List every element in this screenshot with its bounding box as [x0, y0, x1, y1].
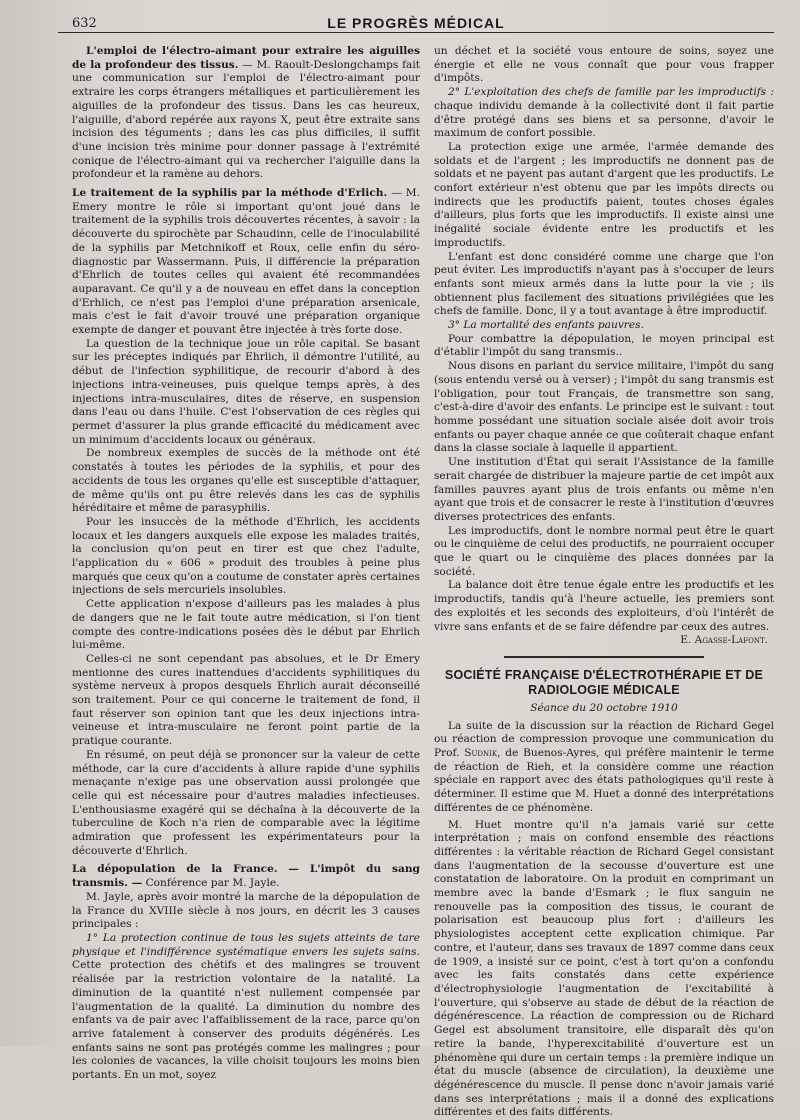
paragraph-heading: 3° La mortalité des enfants pauvres. — [447, 319, 644, 332]
paragraph: Pour les insuccès de la méthode d'Ehrlich, les accidents locaux et les dangers auxquels elle expose les malades traités, la conclusion qu'on peut en tirer est que chez l'adulte, l'application du « 606 » produit des troubles à peine plus marqués que ceux qu'on a coutume de constater après certaines injections de sels mercuriels insolubles. — [72, 515, 420, 597]
paragraph-text: — M. Emery montre le rôle si important qu'ont joué dans le traitement de la syphilis trois découvertes récentes, à savoir : la découverte du spirochète par Schaudinn, celle de l'inoculabilité de la syphilis par Metchnikoff et Roux, celle enfin du séro-diagnostic par Wassermann. Puis, il différencie la préparation d'Ehrlich de toutes celles qui avaient été recommandées auparavant. Ce qu'il y a de nouveau en effet dans la conception d'Erhlich, ce n'est pas l'emploi d'une préparation arsenicale, mais c'est le fait d'avoir trouvé une préparation organique exempte de danger et pouvant être injectée à très forte dose. — [72, 187, 420, 337]
paragraph: Nous disons en parlant du service militaire, l'impôt du sang (sous entendu versé ou à verser) ; l'impôt du sang transmis est l'obligation, pour tout Français, de transmettre son sang, c'est-à-dire d'avoir des enfants. Le principe est le suivant : tout homme possédant une situation sociale aisée doit avoir trois enfants ou payer chaque année ce que coûterait chaque enfant dans la classe sociale à laquelle il appartient. — [433, 360, 774, 455]
paragraph-text: Cette protection des chétifs et des malingres se trouvent réalisée par la restriction volontaire de la natalité. La diminution de la quantité n'est nullement compensée par l'augmentation de la qualité. La diminution du nombre des enfants va de pair avec l'affaiblissement de la race, parce qu'on arrive fatalement à conserver des produits dégénérés. Les enfants sains ne sont pas protégés comme les malingres ; pour les colonies de vacances, la ville choisit toujours les moins bien portants. En un mot, soyez — [72, 959, 420, 1082]
paragraph: Les improductifs, dont le nombre normal peut être le quart ou le cinquième de celui des productifs, ne pourraient occuper que le quart ou le cinquième des places données par la société. — [433, 524, 774, 578]
section-divider — [504, 656, 704, 658]
paragraph — [72, 863, 420, 890]
paragraph: La protection exige une armée, l'armée demande des soldats et de l'argent ; les improductifs ne donnent pas de soldats et ne payent pas autant d'argent que les productifs. Le confort extérieur n'est obtenu que par les impôts directs ou indirects que les productifs paient, toutes choses égales d'ailleurs, plus forts que les improductifs. Il existe ainsi une inégalité sociale évidente entre les productifs et les improductifs. — [433, 140, 774, 249]
paragraph: Celles-ci ne sont cependant pas absolues, et le Dr Emery mentionne des cures inattendues d'accidents syphilitiques du système nerveux à propos desquels Ehrlich aurait déconseillé son traitement. Pour ce qui concerne le traitement de fond, il faut réserver son opinion tant que les deux injections intra-veineuse et intra-musculaire ne feront point partie de la pratique courante. — [72, 652, 420, 748]
paragraph — [72, 187, 420, 338]
paragraph: Pour combattre la dépopulation, le moyen principal est d'établir l'impôt du sang transmis.. — [433, 332, 774, 359]
paragraph: La question de la technique joue un rôle capital. Se basant sur les préceptes indiqués par Ehrlich, il démontre l'utilité, au début de l'infection syphilitique, de recourir d'abord à des injections intra-veineuses, puis quelque temps après, à des injections intra-musculaires, dites de réserve, en suspension dans l'eau ou dans l'huile. C'est l'observation de ces règles qui permet d'assurer la plus grande efficacité du médicament avec un minimum d'accidents locaux ou généraux. — [72, 337, 420, 446]
paragraph: Une institution d'État qui serait l'Assistance de la famille serait chargée de distribuer la majeure partie de cet impôt aux familles pauvres ayant plus de trois enfants ou même n'en ayant que trois et de consacrer le reste à l'institution d'œuvres diverses protectrices des enfants. — [433, 456, 774, 523]
paragraph-heading: 2° L'exploitation des chefs de famille par les improductifs : — [447, 86, 774, 99]
paragraph: un déchet et la société vous entoure de soins, soyez une énergie et elle ne vous connaît que pour vous frapper d'impôts. — [433, 45, 774, 85]
author-signature: E. Agasse-Lafont. — [680, 634, 768, 647]
paragraph-text: , de Buenos-Ayres, qui préfère maintenir le terme de réaction de Rieh, et la considère comme une réaction spéciale en rapport avec des états pathologiques qu'il reste à déterminer. Il estime que M. Huet a donné des interprétations différentes de ce phénomène. — [433, 747, 774, 814]
paragraph — [434, 319, 774, 333]
journal-title: LE PROGRÈS MÉDICAL — [327, 15, 505, 31]
paragraph — [434, 720, 774, 816]
section-title: SOCIÉTÉ FRANÇAISE D'ÉLECTROTHÉRAPIE ET DE RADIOLOGIE MÉDICALE — [444, 667, 764, 697]
paragraph: La balance doit être tenue égale entre les productifs et les improductifs, tandis qu'à l'heure actuelle, les premiers sont des exploités et les seconds des exploiteurs, d'où l'intérêt de vivre sans enfants et de se faire défendre par ceux des autres. — [433, 579, 774, 633]
session-date: Séance du 20 octobre 1910 — [530, 701, 678, 714]
paragraph — [434, 86, 774, 141]
paragraph-text: chaque individu demande à la collectivité dont il fait partie d'être protégé dans ses biens et sa personne, d'avoir le maximum de confort possible. — [433, 99, 774, 140]
paragraph-heading: L'emploi de l'électro-aimant pour extraire les aiguilles de la profondeur des tissus. — [72, 45, 420, 71]
paragraph: En résumé, on peut déjà se prononcer sur la valeur de cette méthode, car la cure d'accidents à allure rapide d'une syphilis menaçante n'exige pas une observation aussi prolongée que celle qui est nécessaire pour d'autres maladies infectieuses. L'enthousiasme exagéré qui se déchaîna à la découverte de la tuberculine de Koch n'a rien de comparable avec la légitime admiration que professent les expérimentateurs pour la découverte d'Ehrlich. — [72, 748, 420, 857]
paragraph — [72, 45, 420, 182]
paragraph-heading: 1° La protection continue de tous les sujets atteints de tare physique et l'indifférence systématique envers les sujets sains. — [72, 932, 420, 958]
paragraph-heading: La dépopulation de la France. — L'impôt du sang transmis. — — [72, 863, 420, 890]
paragraph-text: La suite de la discussion sur la réaction de Richard Gegel ou réaction de compression provoque une communication du Prof. — [433, 719, 774, 760]
paragraph: M. Huet montre qu'il n'a jamais varié sur cette interprétation ; mais on confond ensemble des réactions différentes : la véritable réaction de Richard Gegel consistant dans l'augmentation de la secousse d'ouverture est une constatation de laboratoire. On la produit en comprimant un membre avec la bande d'Esmark ; le flux sanguin ne renouvelle pas la composition des tissus, le courant de polarisation est beaucoup plus fort : d'ailleurs les physiologistes acceptent cette explication chimique. Par contre, et l'auteur, dans ses travaux de 1897 comme dans ceux de 1909, a insisté sur ce point, c'est à tort qu'on a confondu avec les faits constatés dans cette expérience d'électrophysiologie l'augmentation de l'excitabilité à l'ouverture, qui s'observe au stade de début de la réaction de dégénérescence. La réaction de compression ou de Richard Gegel est absolument transitoire, elle disparaît dès qu'on retire la bande, l'hyperexcitabilité d'ouverture est un phénomène qui dure un certain temps : la première indique un état du muscle (absence de circulation), la deuxième une dégénérescence du muscle. Il pense donc n'avoir jamais varié dans ses interprétations ; mais il a donné des explications différentes et des faits différents. — [433, 818, 774, 1119]
page-number: 632 — [72, 16, 97, 31]
paragraph-heading: Le traitement de la syphilis par la méthode d'Erlich. — [72, 187, 388, 200]
paragraph: L'enfant est donc considéré comme une charge que l'on peut éviter. Les improductifs n'ayant pas à s'occuper de leurs enfants sont mieux armés dans la lutte pour la vie ; ils obtiennent plus facilement des situations privilégiées que les chefs de famille. Donc, il y a tout avantage à être improductif. — [433, 250, 774, 318]
author-name: Sudnik — [464, 747, 498, 760]
paragraph — [72, 932, 420, 1083]
paragraph: Cette application n'expose d'ailleurs pas les malades à plus de dangers que ne le fait toute autre médication, si l'on tient compte des contre-indications posées dès le début par Ehrlich lui-même. — [72, 598, 420, 652]
paragraph: M. Jayle, après avoir montré la marche de la dépopulation de la France du XVIIIe siècle à nos jours, en décrit les 3 causes principales : — [72, 890, 420, 931]
right-column — [434, 45, 774, 1120]
page-header — [58, 10, 774, 33]
left-column — [58, 45, 420, 1120]
paragraph-text: — M. Raoult-Deslongchamps fait une communication sur l'emploi de l'électro-aimant pour extraire les corps étrangers métalliques et particulièrement les aiguilles de la profondeur des tissus. Dans les cas heureux, l'aiguille, d'abord repérée aux rayons X, peut être extraite sans incision des téguments ; dans les cas plus difficiles, il suffit d'une incision très minime pour donner passage à l'extrémité conique de l'électro-aimant qui va rechercher l'aiguille dans la profondeur et la ramène au dehors. — [72, 58, 420, 181]
paragraph-text: Conférence par M. Jayle. — [145, 877, 280, 890]
paragraph: De nombreux exemples de succès de la méthode ont été constatés à toutes les périodes de la syphilis, et pour des accidents de tous les organes qu'elle est susceptible d'attaquer, de même qu'ils ont pu être relevés dans les cas de syphilis héréditaire et même de parasyphilis. — [72, 447, 420, 515]
